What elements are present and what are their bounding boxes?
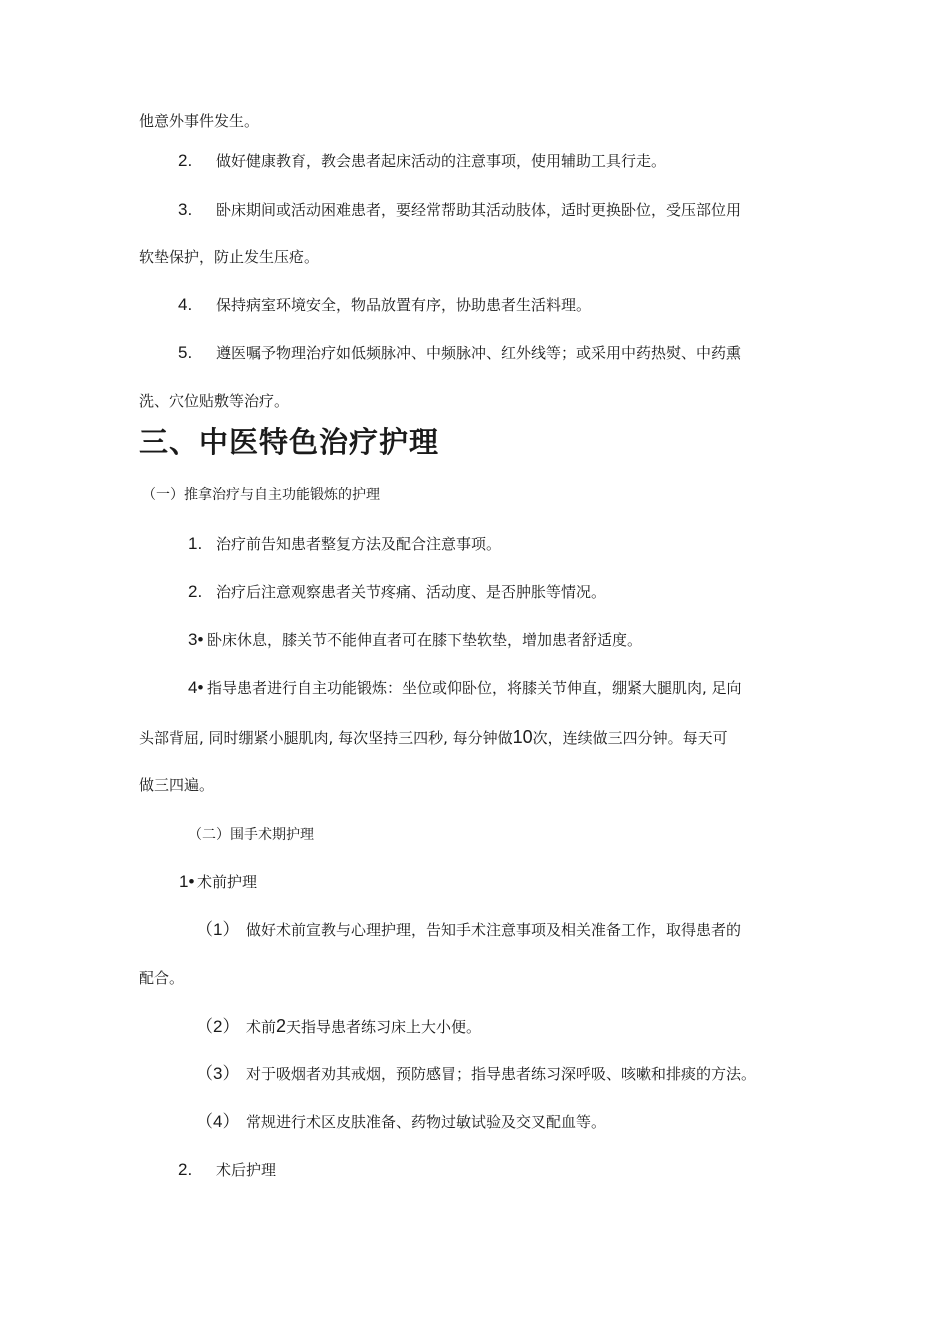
sub-heading: [178, 1159, 276, 1181]
list-number: 2.: [188, 582, 203, 601]
paragraph-line: [139, 726, 728, 749]
line-text: 软垫保护，防止发生压疮。: [139, 248, 320, 266]
paragraph-line: [139, 110, 259, 132]
list-number: 3•: [188, 630, 204, 649]
list-text: 指导患者进行自主功能锻炼：坐位或仰卧位，将膝关节伸直，绷紧大腿肌肉, 足向: [207, 679, 742, 697]
line-text: 头部背屈, 同时绷紧小腿肌肉, 每次坚持三四秒, 每分钟做: [139, 729, 513, 747]
line-text: 次，连续做三四分钟。每天可: [532, 729, 728, 747]
list-text: 卧床期间或活动困难患者，要经常帮助其活动肢体，适时更换卧位，受压部位用: [216, 201, 742, 219]
paragraph-line: [139, 967, 184, 989]
list-number: （2）: [196, 1017, 240, 1036]
subsection-title: （一）推拿治疗与自主功能锻炼的护理: [142, 487, 380, 503]
list-text: 天指导患者练习床上大小便。: [286, 1018, 482, 1036]
list-number: 1.: [188, 534, 203, 553]
list-text: 治疗后注意观察患者关节疼痛、活动度、是否肿胀等情况。: [216, 583, 607, 601]
section-heading: 三、中医特色治疗护理: [139, 425, 440, 459]
list-item: [188, 677, 742, 699]
list-text: 对于吸烟者劝其戒烟，预防感冒；指导患者练习深呼吸、咳嗽和排痰的方法。: [246, 1065, 757, 1083]
list-text: 术前: [246, 1018, 277, 1036]
list-item: [188, 581, 606, 603]
list-item: [196, 1063, 756, 1085]
subsection-title: （二）围手术期护理: [188, 827, 314, 843]
list-text: 术前护理: [197, 873, 258, 891]
list-number: 2.: [178, 151, 193, 170]
list-number: （3）: [196, 1064, 240, 1083]
list-text: 常规进行术区皮肤准备、药物过敏试验及交叉配血等。: [246, 1113, 607, 1131]
paragraph-line: [139, 774, 214, 796]
list-item: [196, 919, 741, 941]
list-number: 4.: [178, 295, 193, 314]
list-text: 做好术前宣教与心理护理，告知手术注意事项及相关准备工作，取得患者的: [246, 921, 742, 939]
paragraph-line: [139, 246, 319, 268]
inline-number: 10: [512, 727, 533, 747]
list-item: [178, 199, 741, 221]
line-text: 做三四遍。: [139, 776, 215, 794]
list-item: [188, 629, 642, 651]
list-item: [178, 294, 591, 316]
line-text: 洗、穴位贴敷等治疗。: [139, 392, 290, 410]
list-text: 术后护理: [216, 1161, 277, 1179]
list-item: [178, 342, 741, 364]
list-number: 4•: [188, 678, 204, 697]
list-text: 遵医嘱予物理治疗如低频脉冲、中频脉冲、红外线等；或采用中药热熨、中药熏: [216, 344, 742, 362]
list-item: [196, 1111, 606, 1133]
list-text: 卧床休息，膝关节不能伸直者可在膝下垫软垫，增加患者舒适度。: [207, 631, 643, 649]
list-number: （4）: [196, 1112, 240, 1131]
list-number: 3.: [178, 200, 193, 219]
list-number: 2.: [178, 1160, 193, 1179]
inline-number: 2: [276, 1016, 287, 1036]
list-number: 5.: [178, 343, 193, 362]
paragraph-line: [139, 390, 289, 412]
line-text: 他意外事件发生。: [139, 112, 260, 130]
list-text: 治疗前告知患者整复方法及配合注意事项。: [216, 535, 502, 553]
list-item: [178, 150, 666, 172]
list-text: 做好健康教育，教会患者起床活动的注意事项，使用辅助工具行走。: [216, 152, 667, 170]
list-item: [188, 533, 501, 555]
line-text: 配合。: [139, 969, 185, 987]
list-text: 保持病室环境安全，物品放置有序，协助患者生活料理。: [216, 296, 592, 314]
list-number: 1•: [179, 872, 195, 891]
list-number: （1）: [196, 920, 240, 939]
sub-heading: [179, 871, 257, 893]
list-item: [196, 1015, 481, 1038]
